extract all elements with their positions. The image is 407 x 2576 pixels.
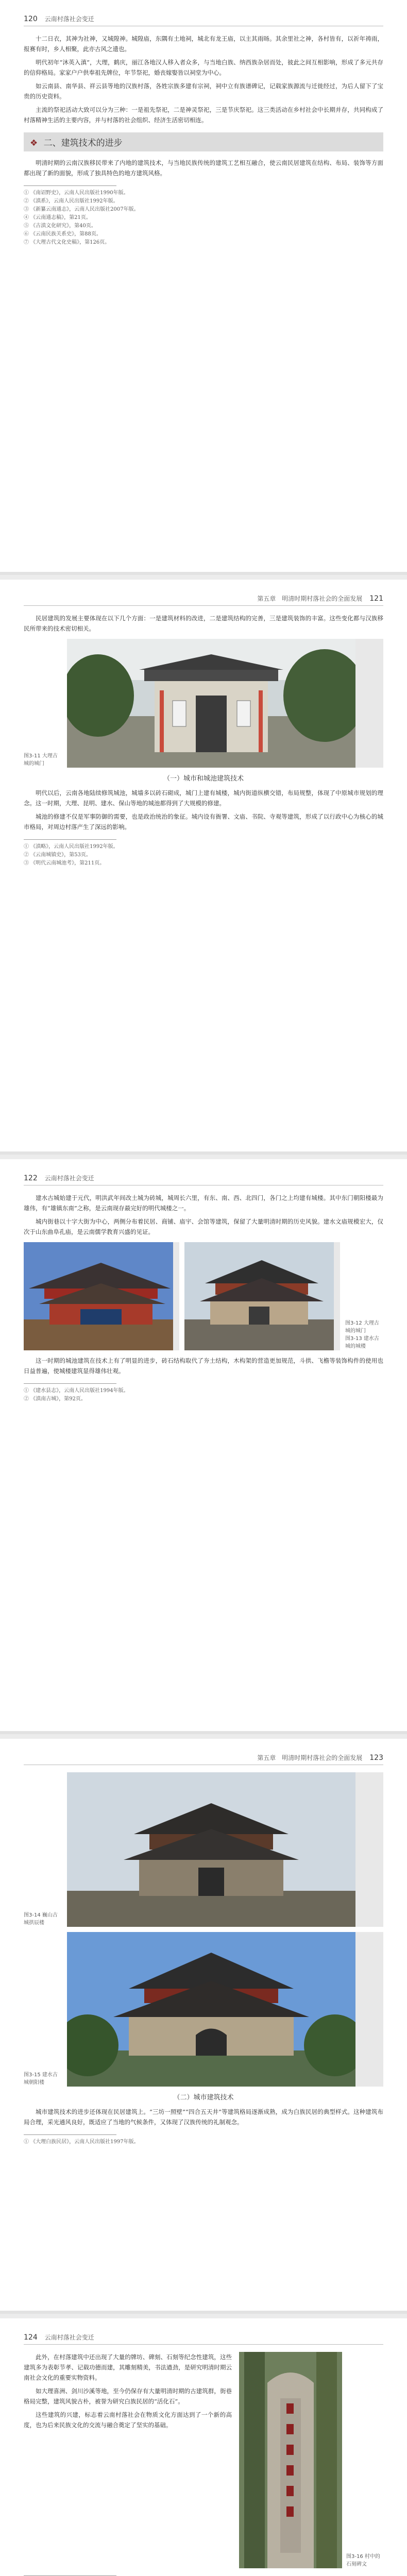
book-page-124 (0, 2318, 407, 2576)
chapter-title: 第五章 明清时期村落社会的全面发展 (257, 1754, 363, 1761)
book-title: 云南村落社会变迁 (44, 15, 94, 23)
photo-weishan-tower (67, 1772, 383, 1927)
section-heading-text: 二、建筑技术的进步 (43, 138, 123, 148)
footnote-rule (24, 1383, 116, 1384)
paragraph: 明代以后，云南各地陆续修筑城池，城墙多以砖石砌成，城门上建有城楼，城内街道纵横交错，布局规整，体现了中原城市规划的理念。这一时期，大理、昆明、建水、保山等地的城池都得到了大规模的修建。 (24, 789, 383, 807)
figure-caption: 图3-14 巍山古城拱辰楼 (24, 1912, 58, 1926)
text-column (24, 2352, 232, 2568)
figure-city-gate (24, 639, 383, 768)
footnote: ① 《大理白族民居》，云南人民出版社1997年版。 (24, 2139, 139, 2145)
figure-caption-b: 图3-13 建水古城的城楼 (345, 1336, 379, 1349)
heading-ornament-icon: ❖ (30, 138, 38, 148)
subsection-heading: （二）城市建筑技术 (173, 2094, 234, 2102)
page-number: 124 (24, 2333, 38, 2342)
footnote: ⑥ 《云南民族关系史》，第88页。 (24, 231, 101, 237)
footnote-rule (24, 185, 116, 186)
paragraph: 城市建筑技术的进步还体现在民居建筑上。“三坊一照壁”“四合五天井”等建筑格局逐渐成熟，成为白族民居的典型样式。这种建筑布局合理，采光通风良好，既适应了当地的气候条件，又体现了汉族传统的礼制观念。 (24, 2108, 383, 2126)
page-number: 123 (369, 1754, 383, 1762)
photo-gate-tower-a (24, 1242, 179, 1350)
figure-caption (345, 1319, 383, 1350)
running-head (24, 2333, 383, 2345)
figure-stele (239, 2352, 383, 2568)
paragraph: 主流的祭祀活动大致可以分为三种：一是祖先祭祀，二是神灵祭祀，三是节庆祭祀。这三类活动在乡村社会中长期并存，共同构成了村落精神生活的主要内容，并与村落的社会组织、经济生活密切相连。 (24, 106, 383, 124)
paragraph: 如云南县、南华县、祥云县等地的汉族村落，各姓宗族多建有宗祠，祠中立有族谱碑记，记载家族源流与迁徙经过，为后人留下了宝贵的历史资料。 (24, 82, 383, 100)
photo-gate-tower-b (184, 1242, 340, 1350)
paragraph: 城池的修建不仅是军事防御的需要，也是政治统治的象征。城内设有衙署、文庙、书院、寺观等建筑，形成了以行政中心为核心的城市格局，对周边村落产生了深远的影响。 (24, 813, 383, 831)
figure-gate-towers (24, 1242, 383, 1350)
footnote-rule (24, 839, 116, 840)
running-head (24, 1753, 383, 1765)
page-number: 120 (24, 15, 38, 23)
footnote: ③ 《明代云南城池考》，第211页。 (24, 860, 105, 866)
footnote: ⑦ 《大理古代文化史稿》，第126页。 (24, 240, 110, 245)
text-figure-row (24, 2352, 383, 2568)
paragraph: 明清时期的云南汉族移民带来了内地的建筑技术，与当地民族传统的建筑工艺相互融合，使云南民居建筑在结构、布局、装饰等方面都出现了新的面貌，形成了独具特色的地方建筑风格。 (24, 159, 383, 177)
footnote: ① 《滇略》，云南人民出版社1992年版。 (24, 844, 118, 850)
book-title: 云南村落社会变迁 (44, 2334, 94, 2341)
footnote: ② 《云南城镇史》，第53页。 (24, 852, 91, 858)
running-head (24, 14, 383, 26)
book-page-122 (0, 1159, 407, 1734)
subsection-heading: （一）城市和城池建筑技术 (163, 775, 244, 783)
paragraph: 如大理喜洲、剑川沙溪等地，至今仍保存有大量明清时期的古建筑群，街巷格局完整，建筑风貌古朴，被誉为研究白族民居的“活化石”。 (24, 2387, 232, 2405)
section-heading (24, 132, 383, 151)
figure-caption-a: 图3-12 大理古城的城门 (345, 1320, 379, 1334)
footnote: ⑤ 《古滇文化研究》，第40页。 (24, 223, 96, 229)
book-page-123 (0, 1739, 407, 2314)
paragraph: 民居建筑的发展主要体现在以下几个方面：一是建筑材料的改进，二是建筑结构的完善，三是建筑装饰的丰富。这些变化都与汉族移民所带来的技术密切相关。 (24, 615, 383, 632)
footnote: ① 《南诏野史》，云南人民出版社1990年版。 (24, 190, 129, 196)
figure-caption: 图3-11 大理古城的城门 (24, 753, 58, 767)
footnote-rule (24, 2134, 116, 2135)
photo-chaoyang-tower (67, 1932, 383, 2087)
paragraph: 十二日衣，其神为社神，又城隍神。城隍庙，东隅有土地祠，城北有龙王庙，以主其雨旸。其余里社之神，各村皆有，以祈年祷雨，报赛有时，乡人相聚，此亦古风之遗也。 (24, 35, 383, 53)
footnote: ④ 《云南通志稿》，第21页。 (24, 215, 91, 221)
footnote: ① 《建水县志》，云南人民出版社1994年版。 (24, 1388, 129, 1394)
paragraph: 此外，在村落建筑中还出现了大量的牌坊、碑刻、石刻等纪念性建筑，这些建筑多为表彰节孝、记载功德而建，其雕刻精美，书法遒劲，是研究明清时期云南社会文化的重要实物资料。 (24, 2353, 232, 2381)
figure-caption: 图3-16 村中的石刻碑文 (346, 2554, 380, 2567)
book-page-121 (0, 580, 407, 1155)
figure-caption: 图3-15 建水古城朝阳楼 (24, 2072, 58, 2086)
paragraph: 明代初年“沐英入滇”，大理，鹤庆，丽江各地汉人移入者众多，与当地白族、纳西族杂居而处，彼此之间互相影响，形成了多元共存的信仰格局。家家户户供奉祖先牌位，年节祭祀，婚丧嫁娶皆以祠堂为中心。 (24, 59, 383, 76)
running-head (24, 594, 383, 606)
footnote: ② 《滇南古城》，第92页。 (24, 1396, 86, 1402)
footnote: ③ 《新纂云南通志》，云南人民出版社2007年版。 (24, 207, 139, 212)
photo-stele (239, 2352, 342, 2568)
figure-chaoyang-tower (24, 1932, 383, 2087)
page-number: 122 (24, 1174, 38, 1182)
footnote: ② 《滇系》，云南人民出版社1992年版。 (24, 198, 118, 204)
figure-gate-tower-weishan (24, 1772, 383, 1927)
page-number: 121 (369, 595, 383, 603)
running-head (24, 1174, 383, 1185)
paragraph: 建水古城始建于元代，明洪武年间改土城为砖城，城周长六里，有东、南、西、北四门，各门之上均建有城楼。其中东门朝阳楼最为雄伟，有“雄镇东南”之称，是云南现存最完好的明代城楼之一。 (24, 1194, 383, 1212)
book-title: 云南村落社会变迁 (44, 1175, 94, 1182)
chapter-title: 第五章 明清时期村落社会的全面发展 (257, 595, 363, 602)
book-page-120 (0, 0, 407, 575)
paragraph: 这些建筑的兴建，标志着云南村落社会在物质文化方面达到了一个新的高度，也为后来民族文化的交流与融合奠定了坚实的基础。 (24, 2411, 232, 2429)
paragraph: 城内街巷以十字大街为中心，两侧分布着民居、商铺、庙宇、会馆等建筑，保留了大量明清时期的历史风貌。建水文庙规模宏大，仅次于山东曲阜孔庙，是云南儒学教育兴盛的见证。 (24, 1218, 383, 1235)
photo-city-gate (67, 639, 383, 768)
paragraph: 这一时期的城池建筑在技术上有了明显的进步，砖石结构取代了夯土结构，木构架的营造更加规范，斗拱、飞檐等装饰构件的使用也日益普遍，使城楼建筑显得雄伟壮观。 (24, 1357, 383, 1375)
